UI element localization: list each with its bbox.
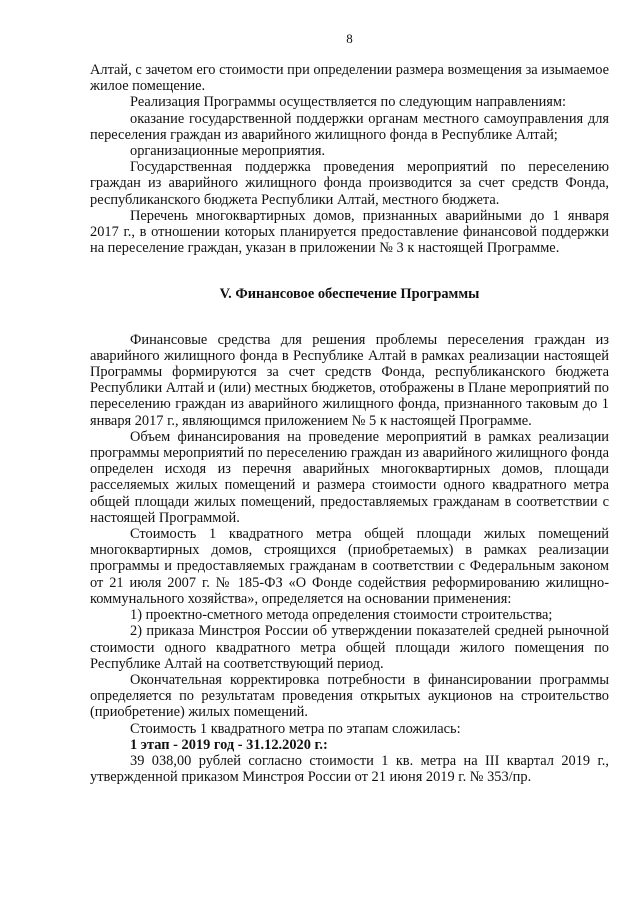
section-heading: V. Финансовое обеспечение Программы [219,286,480,303]
paragraph-state-support: Государственная поддержка проведения мероприятий по переселению граждан из аварийного жилищного фонда производится за счет средств Фонда, республиканского бюджета Республики Алтай, местного бюджета. [90,159,609,208]
paragraph-funding-volume: Объем финансирования на проведение мероприятий в рамках реализации программы мероприятий по переселению граждан из аварийного жилищного фонда определен исходя из перечня аварийных многоквартирных домов, площади расселяемых жилых помещений и размера стоимости одного квадратного метра общей площади жилых помещений, предоставляемых гражданам в соответствии с настоящей Программой. [90,428,609,526]
paragraph-house-list: Перечень многоквартирных домов, признанных аварийными до 1 января 2017 г., в отношении которых планируется предоставление финансовой поддержки на переселение граждан, указан в приложении № 3 к настоящей Программе. [90,207,609,257]
paragraph-direction-support: оказание государственной поддержки органам местного самоуправления для переселения граждан из аварийного жилищного фонда в Республике Алтай; [90,110,609,143]
document-body [90,62,609,785]
paragraph-direction-organizational: организационные мероприятия. [130,143,326,160]
paragraph-method-1: 1) проектно-сметного метода определения стоимости строительства; [130,607,553,624]
paragraph-stage-cost-intro: Стоимость 1 квадратного метра по этапам сложилась: [130,720,461,737]
stage-heading: 1 этап - 2019 год - 31.12.2020 г.: [130,736,328,753]
paragraph-directions-intro: Реализация Программы осуществляется по следующим направлениям: [130,94,567,111]
paragraph-stage-cost: 39 038,00 рублей согласно стоимости 1 кв. метра на III квартал 2019 г., утвержденной приказом Минстроя России от 21 июня 2019 г. № 353/пр. [90,752,609,786]
paragraph-final-adjustment: Окончательная корректировка потребности в финансировании программы определяется по результатам проведения открытых аукционов на строительство (приобретение) жилых помещений. [90,671,609,721]
paragraph-funding-sources: Финансовые средства для решения проблемы переселения граждан из аварийного жилищного фонда в Республике Алтай в рамках реализации настоящей Программы формируются за счет средств Фонда, республиканского бюджета Республики Алтай и (или) местных бюджетов, отображены в Плане мероприятий по переселению граждан из аварийного жилищного фонда, признанного таковым до 1 января 2017 г., являющимся приложением № 5 к настоящей Программе. [90,331,609,429]
paragraph-method-2: 2) приказа Минстроя России об утверждении показателей средней рыночной стоимости одного квадратного метра общей площади жилого помещения по Республике Алтай на соответствующий период. [90,623,609,672]
paragraph-continuation: Алтай, с зачетом его стоимости при определении размера возмещения за изымаемое жилое помещение. [90,62,609,95]
paragraph-sqm-cost: Стоимость 1 квадратного метра общей площади жилых помещений многоквартирных домов, строящихся (приобретаемых) в рамках реализации программы и предоставляемых гражданам в соответствии с Федеральным законом от 21 июля 2007 г. № 185-ФЗ «О Фонде содействия реформированию жилищно-коммунального хозяйства», определяется на основании применения: [90,526,609,607]
page-number: 8 [346,31,353,46]
